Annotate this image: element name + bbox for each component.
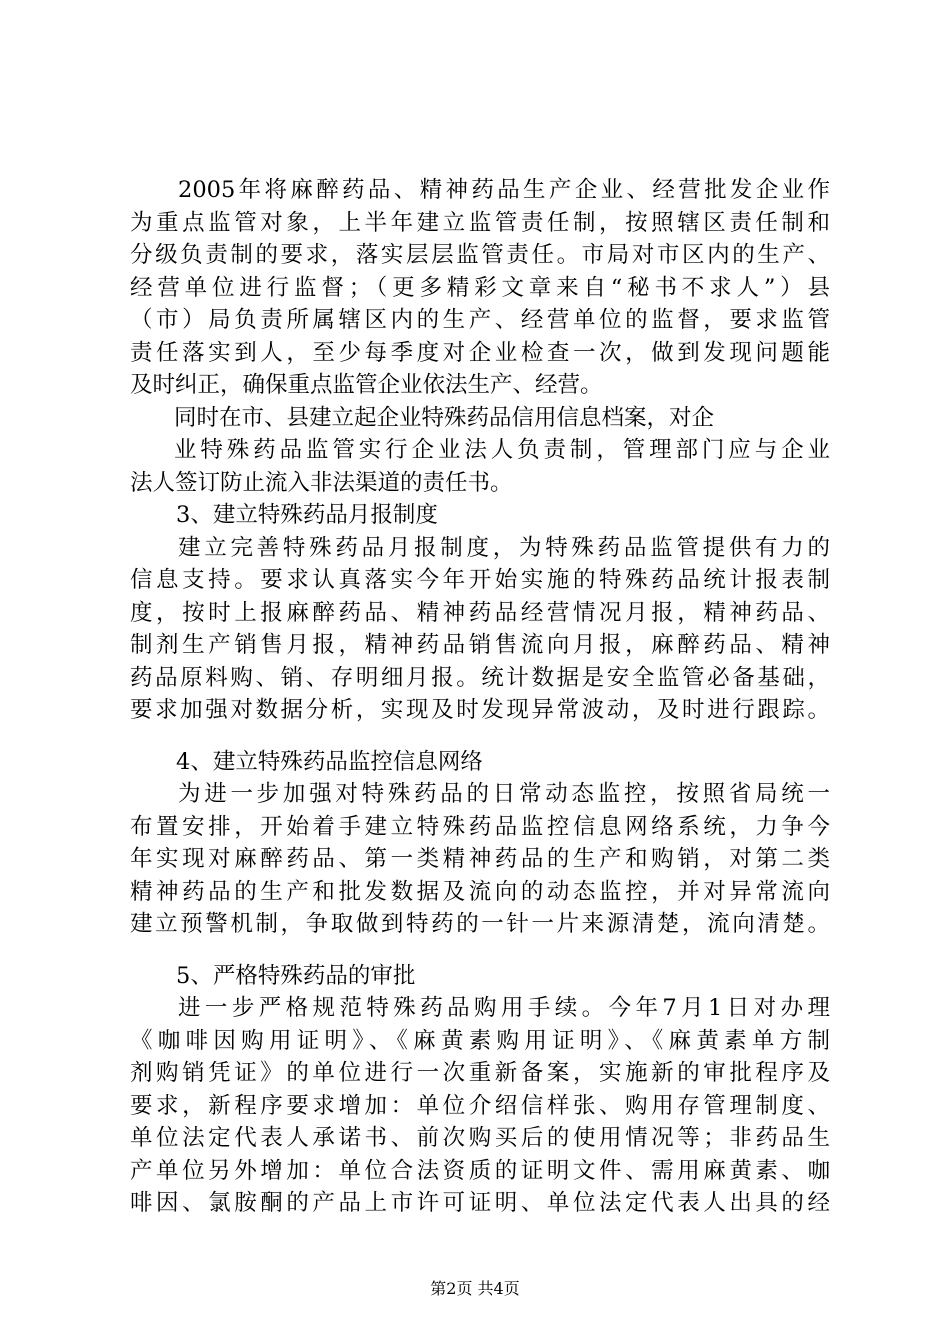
text-line: 4、建立特殊药品监控信息网络 xyxy=(176,748,483,775)
text-line: 为重点监管对象，上半年建立监管责任制，按照辖区责任制和 xyxy=(130,209,830,236)
text-line: （市）局负责所属辖区内的生产、经营单位的监督，要求监管 xyxy=(130,307,830,333)
paragraph-gap xyxy=(130,941,830,960)
text-line: 布置安排，开始着手建立特殊药品监控信息网络系统，力争今 xyxy=(130,813,830,840)
text-line: 进一步严格规范特殊药品购用手续。今年7月1日对办理 xyxy=(178,995,830,1021)
document-body xyxy=(130,174,830,1220)
text-line: 制剂生产销售月报，精神药品销售流向月报，麻醉药品、精神 xyxy=(130,632,830,658)
text-line: 及时纠正，确保重点监管企业依法生产、经营。 xyxy=(130,372,603,398)
text-line: 剂购销凭证》的单位进行一次重新备案，实施新的审批程序及 xyxy=(130,1060,830,1086)
text-line: 为进一步加强对特殊药品的日常动态监控，按照省局统一 xyxy=(178,781,830,807)
text-line: 《咖啡因购用证明》、《麻黄素购用证明》、《麻黄素单方制 xyxy=(130,1027,830,1054)
page-footer: 第2页 共4页 xyxy=(430,1279,520,1298)
text-line: 5、严格特殊药品的审批 xyxy=(176,962,416,989)
text-line: 2005年将麻醉药品、精神药品生产企业、经营批发企业作 xyxy=(178,177,830,203)
text-line: 产单位另外增加：单位合法资质的证明文件、需用麻黄素、咖 xyxy=(130,1157,830,1184)
text-line: 要求加强对数据分析，实现及时发现异常波动，及时进行跟踪。 xyxy=(130,697,830,723)
text-line: 责任落实到人，至少每季度对企业检查一次，做到发现问题能 xyxy=(130,339,830,366)
text-line: 建立完善特殊药品月报制度，为特殊药品监管提供有力的 xyxy=(178,534,830,561)
paragraph-gap xyxy=(130,727,830,746)
text-line: 法人签订防止流入非法渠道的责任书。 xyxy=(130,469,513,496)
text-line: 3、建立特殊药品月报制度 xyxy=(176,502,438,528)
text-line: 建立预警机制，争取做到特药的一针一片来源清楚，流向清楚。 xyxy=(130,911,830,937)
text-line: 精神药品的生产和批发数据及流向的动态监控，并对异常流向 xyxy=(130,878,830,905)
text-line: 分级负责制的要求，落实层层监管责任。市局对市区内的生产、 xyxy=(130,242,830,268)
text-line: 经营单位进行监督；（更多精彩文章来自“秘书不求人”）县 xyxy=(130,274,830,301)
text-line: 度，按时上报麻醉药品、精神药品经营情况月报，精神药品、 xyxy=(130,599,830,626)
text-line: 业特殊药品监管实行企业法人负责制，管理部门应与企业 xyxy=(174,437,830,463)
text-line: 药品原料购、销、存明细月报。统计数据是安全监管必备基础， xyxy=(130,664,830,691)
text-line: 要求，新程序要求增加：单位介绍信样张、购用存管理制度、 xyxy=(130,1092,830,1119)
text-line: 同时在市、县建立起企业特殊药品信用信息档案，对企 xyxy=(174,404,715,431)
text-line: 信息支持。要求认真落实今年开始实施的特殊药品统计报表制 xyxy=(130,567,830,593)
text-line: 年实现对麻醉药品、第一类精神药品的生产和购销，对第二类 xyxy=(130,846,830,872)
text-line: 啡因、氯胺酮的产品上市许可证明、单位法定代表人出具的经 xyxy=(130,1190,830,1216)
text-line: 单位法定代表人承诺书、前次购买后的使用情况等；非药品生 xyxy=(130,1125,830,1151)
